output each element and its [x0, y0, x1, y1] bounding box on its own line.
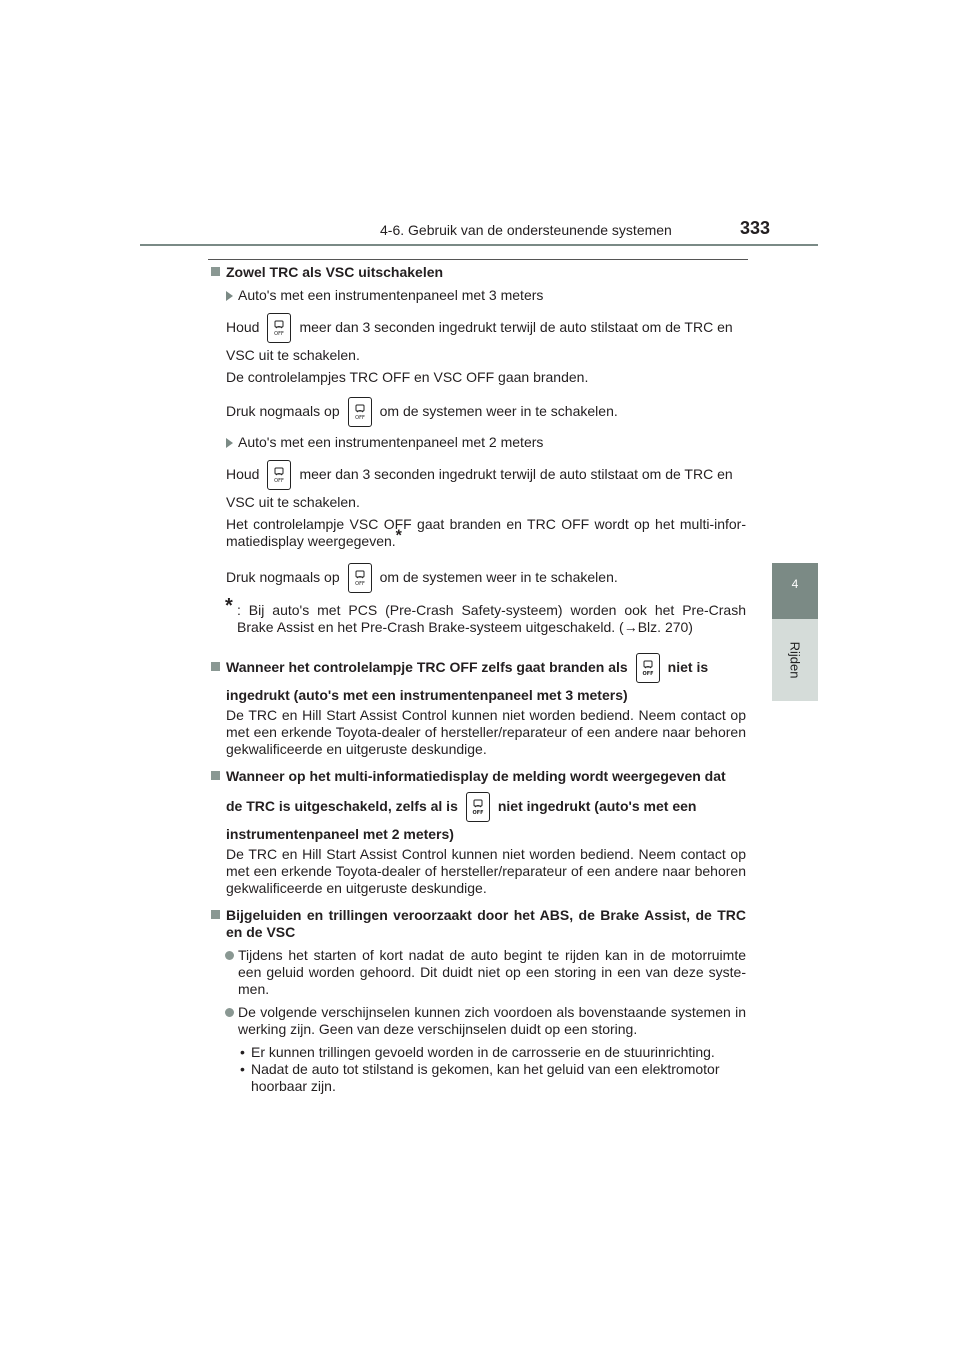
instruction: Houd OFF meer dan 3 seconden ingedrukt terwijl de auto stilstaat om de TRC en: [211, 310, 746, 344]
subheading: Auto's met een instrumentenpaneel met 2 meters: [211, 434, 746, 451]
svg-text:OFF: OFF: [274, 331, 285, 337]
chapter-label-tab: [772, 619, 818, 701]
square-bullet-icon: [211, 662, 220, 671]
section-heading-cont: de TRC is uitgeschakeld, zelfs al is OFF niet ingedrukt (auto's met een: [211, 789, 746, 823]
trc-vsc-off-button-icon: [636, 653, 660, 683]
svg-text:OFF: OFF: [472, 810, 484, 816]
instruction: Druk nogmaals op OFF om de systemen weer in te schakelen.: [211, 560, 746, 594]
header-rule: [140, 244, 818, 246]
trc-vsc-off-button-icon: [348, 563, 372, 593]
section-body: De TRC en Hill Start Assist Control kunnen niet worden bediend. Neem contact op met een erkende Toyota-dealer of hersteller/reparateur of een andere naar behoren gekwalificeerde en uitgeruste deskundige.: [226, 707, 746, 757]
lamp-text: De controlelampjes TRC OFF en VSC OFF gaan branden.: [226, 369, 589, 385]
svg-text:OFF: OFF: [354, 581, 365, 587]
section-heading: Bijgeluiden en trillingen veroorzaakt door het ABS, de Brake Assist, de TRC en de VSC: [211, 907, 746, 941]
footnote: * : Bij auto's met PCS (Pre-Crash Safety-systeem) worden ook het Pre-Crash Brake Assist en het Pre-Crash Brake-systeem uitgeschakeld. (→Blz. 270): [225, 595, 746, 635]
chapter-label: Rijden: [787, 641, 803, 679]
circle-bullet-icon: [225, 1008, 234, 1017]
header-title: 4-6. Gebruik van de ondersteunende systemen: [380, 222, 672, 238]
trc-vsc-off-button-icon: [348, 397, 372, 427]
chapter-number: 4: [791, 577, 799, 591]
page-content: [211, 264, 746, 1095]
svg-text:OFF: OFF: [354, 415, 365, 421]
section-heading: Zowel TRC als VSC uitschakelen: [211, 264, 746, 281]
trc-vsc-off-button-icon: [466, 792, 490, 822]
section-rule: [208, 259, 748, 260]
list-item: De volgende verschijnselen kunnen zich voordoen als bovenstaande systemen in werking zijn. Geen van deze verschijnselen duidt op een storing.: [211, 1004, 746, 1038]
square-bullet-icon: [211, 267, 220, 276]
instruction-cont: VSC uit te schakelen.: [226, 347, 360, 363]
instruction: Houd OFF meer dan 3 seconden ingedrukt terwijl de auto stilstaat om de TRC en: [211, 457, 746, 491]
triangle-arrow-icon: [226, 438, 233, 448]
triangle-arrow-icon: [226, 291, 233, 301]
svg-text:OFF: OFF: [274, 478, 285, 484]
sub-list-item: • Nadat de auto tot stilstand is gekomen, kan het geluid van een elektromotor hoorbaar zijn.: [240, 1061, 720, 1094]
trc-vsc-off-button-icon: [267, 460, 291, 490]
page-number: 333: [740, 218, 771, 238]
section-heading-cont: instrumentenpaneel met 2 meters): [226, 826, 454, 842]
section-heading: Wanneer op het multi-informatiedisplay de melding wordt weergegeven dat: [211, 768, 746, 785]
section-heading: Wanneer het controlelampje TRC OFF zelfs gaat branden als OFF niet is: [211, 650, 746, 684]
square-bullet-icon: [211, 771, 220, 780]
list-item: Tijdens het starten of kort nadat de auto begint te rijden kan in de motorruimte een geluid worden gehoord. Dit duidt niet op een storing in een van deze syste-men.: [211, 947, 746, 998]
trc-vsc-off-button-icon: [267, 313, 291, 343]
square-bullet-icon: [211, 910, 220, 919]
instruction-cont: VSC uit te schakelen.: [226, 494, 360, 510]
chapter-tab: [772, 563, 818, 619]
svg-text:OFF: OFF: [642, 671, 654, 677]
subheading: Auto's met een instrumentenpaneel met 3 meters: [211, 287, 746, 304]
lamp-text: Het controlelampje VSC OFF gaat branden en TRC OFF wordt op het multi-infor-matiedisplay weergegeven.*: [226, 516, 746, 549]
instruction: Druk nogmaals op OFF om de systemen weer in te schakelen.: [211, 394, 746, 428]
sub-list-item: • Er kunnen trillingen gevoeld worden in de carrosserie en de stuurinrichting.: [240, 1044, 715, 1060]
section-heading-cont: ingedrukt (auto's met een instrumentenpaneel met 3 meters): [226, 687, 628, 703]
page-reference-link[interactable]: Blz. 270): [637, 619, 693, 635]
circle-bullet-icon: [225, 951, 234, 960]
section-body: De TRC en Hill Start Assist Control kunnen niet worden bediend. Neem contact op met een erkende Toyota-dealer of hersteller/reparateur of een andere naar behoren gekwalificeerde en uitgeruste deskundige.: [226, 846, 746, 896]
